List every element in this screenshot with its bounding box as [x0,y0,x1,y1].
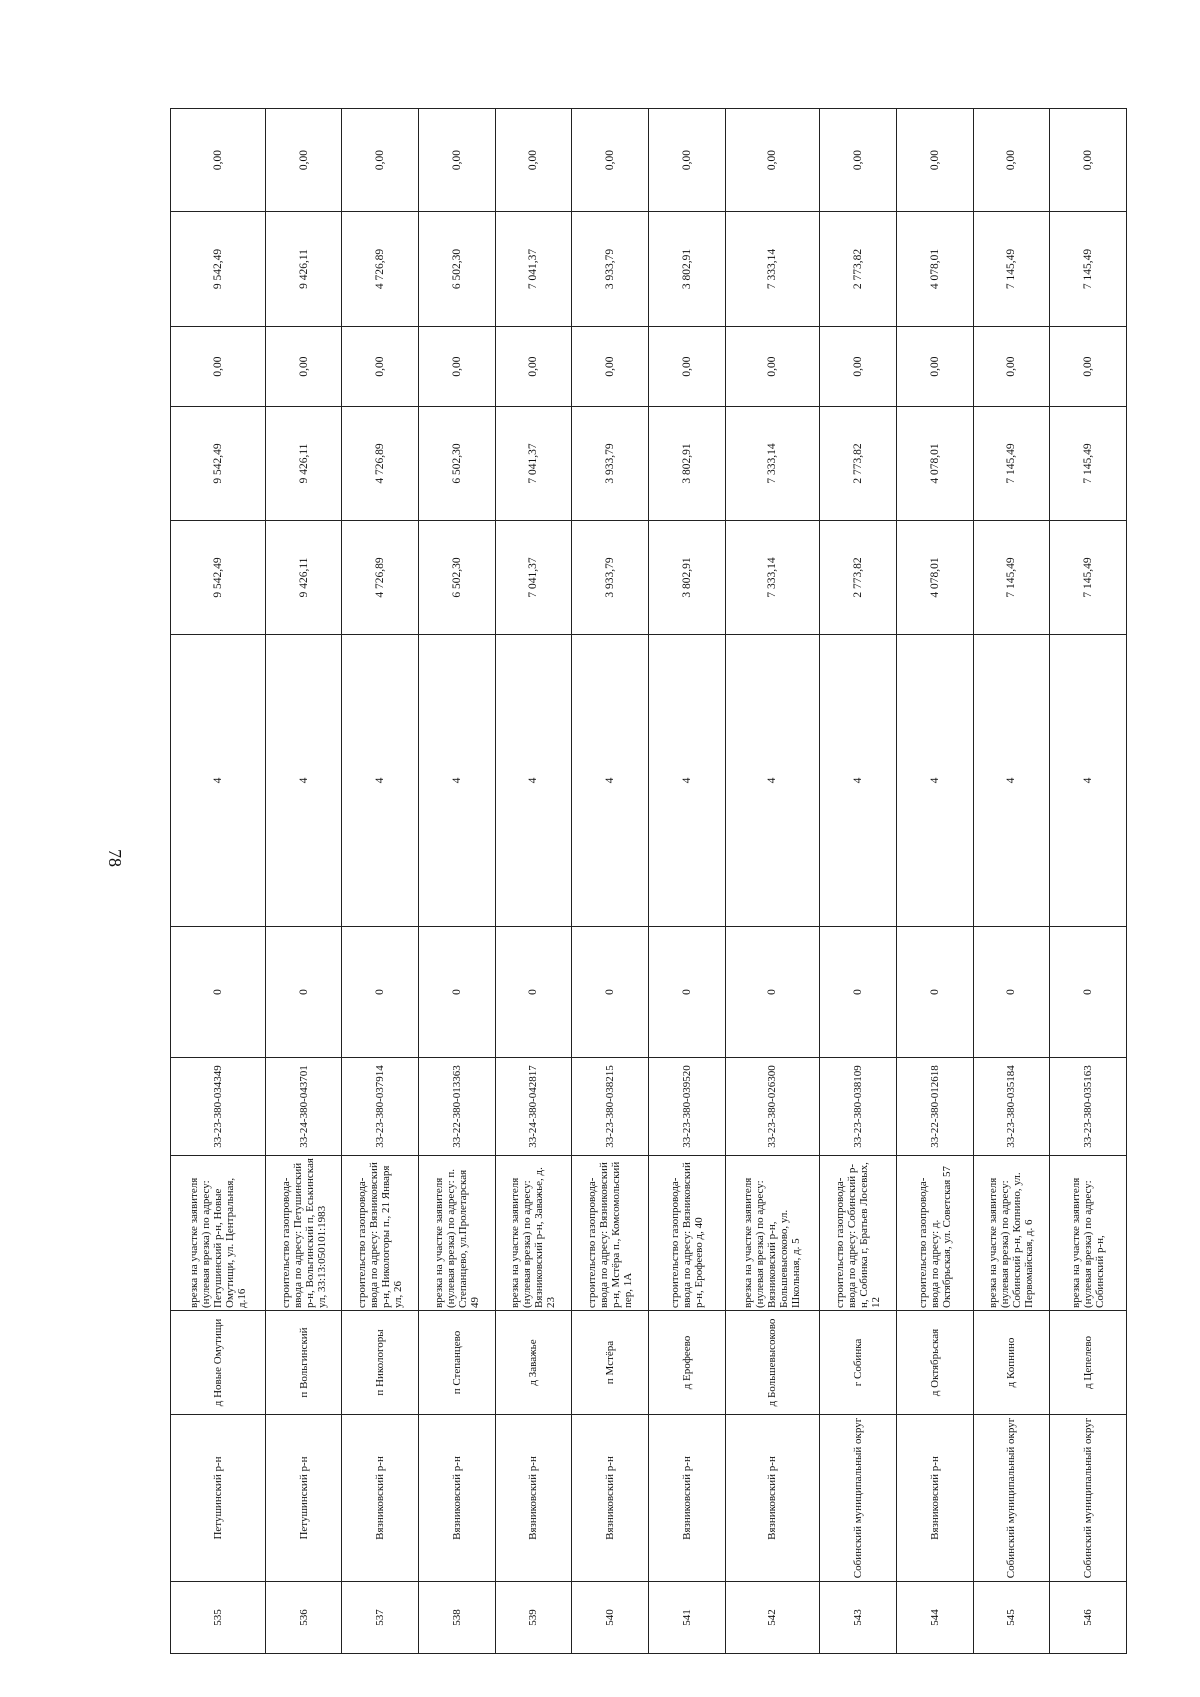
zero-amount-cell: 0,00 [973,327,1050,407]
category-cell: 4 [648,635,725,927]
work-description-cell: строительство газопровода-ввода по адресу: Вязниковский р-н, Ерофеево д, 40 [648,1156,725,1311]
registry-table-frame [170,111,1127,1654]
amount-repeat-cell: 2 773,82 [820,212,897,327]
settlement-cell: д Большевысоково [725,1311,820,1415]
amount-repeat-cell: 7 333,14 [725,212,820,327]
object-code-cell: 33-23-380-035163 [1050,1058,1127,1156]
object-code-cell: 33-23-380-026300 [725,1058,820,1156]
object-code-cell: 33-23-380-038109 [820,1058,897,1156]
amount-total-cell: 7 145,49 [973,521,1050,635]
row-number-cell: 535 [171,1582,266,1654]
work-description-cell: врезка на участке заявителя (нулевая врезка) по адресу: Собинский р-н, Копнино, ул. Первомайская, д. 6 [973,1156,1050,1311]
district-cell: Вязниковский р-н [572,1415,649,1582]
category-cell: 4 [419,635,496,927]
zero-amount-cell: 0,00 [820,327,897,407]
zero-value-cell: 0 [648,927,725,1058]
registry-table [170,108,1127,1654]
amount-repeat-cell: 4 078,01 [896,212,973,327]
work-description-cell: строительство газопровода-ввода по адресу: Вязниковский р-н, Мстёра п., Комсомольский пер, 1А [572,1156,649,1311]
amount-repeat-cell: 6 502,30 [419,212,496,327]
district-cell: Вязниковский р-н [419,1415,496,1582]
zero-amount-cell: 0,00 [896,327,973,407]
row-number-cell: 541 [648,1582,725,1654]
zero-amount-cell-2: 0,00 [725,109,820,212]
category-cell: 4 [973,635,1050,927]
zero-value-cell: 0 [896,927,973,1058]
district-cell: Вязниковский р-н [725,1415,820,1582]
zero-amount-cell: 0,00 [265,327,342,407]
zero-amount-cell: 0,00 [171,327,266,407]
amount-cell: 3 933,79 [572,407,649,521]
settlement-cell: п Вольгинский [265,1311,342,1415]
table-row [171,109,266,1654]
amount-repeat-cell: 3 802,91 [648,212,725,327]
amount-repeat-cell: 3 933,79 [572,212,649,327]
amount-total-cell: 9 542,49 [171,521,266,635]
page-number: 78 [105,849,125,867]
row-number-cell: 544 [896,1582,973,1654]
zero-amount-cell-2: 0,00 [973,109,1050,212]
row-number-cell: 545 [973,1582,1050,1654]
row-number-cell: 540 [572,1582,649,1654]
zero-amount-cell-2: 0,00 [1050,109,1127,212]
table-row [419,109,496,1654]
category-cell: 4 [342,635,419,927]
amount-total-cell: 3 802,91 [648,521,725,635]
zero-amount-cell-2: 0,00 [419,109,496,212]
district-cell: Вязниковский р-н [495,1415,572,1582]
work-description-cell: врезка на участке заявителя (нулевая врезка) по адресу: Вязниковский р-н, Заважье, д. 23 [495,1156,572,1311]
work-description-cell: строительство газопровода-ввода по адресу: Петушинский р-н, Вольгинский п, Еськинская ул, 33:13:050101:1983 [265,1156,342,1311]
work-description-cell: строительство газопровода-ввода по адресу: Вязниковский р-н, Никологоры п., 21 Января ул, 26 [342,1156,419,1311]
amount-repeat-cell: 7 145,49 [1050,212,1127,327]
settlement-cell: д Цепелево [1050,1311,1127,1415]
amount-total-cell: 7 145,49 [1050,521,1127,635]
amount-cell: 9 542,49 [171,407,266,521]
settlement-cell: д Копнино [973,1311,1050,1415]
table-row [495,109,572,1654]
amount-total-cell: 7 333,14 [725,521,820,635]
row-number-cell: 539 [495,1582,572,1654]
table-row [265,109,342,1654]
category-cell: 4 [725,635,820,927]
table-row [572,109,649,1654]
zero-value-cell: 0 [342,927,419,1058]
amount-total-cell: 4 726,89 [342,521,419,635]
zero-value-cell: 0 [973,927,1050,1058]
zero-value-cell: 0 [820,927,897,1058]
row-number-cell: 537 [342,1582,419,1654]
amount-cell: 4 726,89 [342,407,419,521]
district-cell: Вязниковский р-н [648,1415,725,1582]
category-cell: 4 [495,635,572,927]
zero-amount-cell: 0,00 [419,327,496,407]
row-number-cell: 542 [725,1582,820,1654]
district-cell: Петушинский р-н [265,1415,342,1582]
amount-repeat-cell: 7 041,37 [495,212,572,327]
amount-total-cell: 6 502,30 [419,521,496,635]
amount-total-cell: 7 041,37 [495,521,572,635]
table-row [342,109,419,1654]
work-description-cell: строительство газопровода-ввода по адресу: д. Октябрьская, ул. Советская 57 [896,1156,973,1311]
object-code-cell: 33-24-380-042817 [495,1058,572,1156]
amount-total-cell: 3 933,79 [572,521,649,635]
settlement-cell: г Собинка [820,1311,897,1415]
district-cell: Собинский муниципальный округ [973,1415,1050,1582]
zero-amount-cell-2: 0,00 [820,109,897,212]
zero-value-cell: 0 [572,927,649,1058]
zero-amount-cell: 0,00 [342,327,419,407]
row-number-cell: 543 [820,1582,897,1654]
amount-cell: 7 145,49 [1050,407,1127,521]
amount-cell: 7 333,14 [725,407,820,521]
object-code-cell: 33-23-380-035184 [973,1058,1050,1156]
zero-amount-cell: 0,00 [1050,327,1127,407]
object-code-cell: 33-23-380-034349 [171,1058,266,1156]
amount-total-cell: 2 773,82 [820,521,897,635]
zero-amount-cell-2: 0,00 [648,109,725,212]
table-row [1050,109,1127,1654]
object-code-cell: 33-23-380-038215 [572,1058,649,1156]
zero-amount-cell-2: 0,00 [572,109,649,212]
table-row [973,109,1050,1654]
table-row [725,109,820,1654]
amount-cell: 2 773,82 [820,407,897,521]
zero-amount-cell-2: 0,00 [342,109,419,212]
settlement-cell: п Никологоры [342,1311,419,1415]
zero-value-cell: 0 [1050,927,1127,1058]
amount-total-cell: 4 078,01 [896,521,973,635]
object-code-cell: 33-22-380-012618 [896,1058,973,1156]
settlement-cell: д Ерофеево [648,1311,725,1415]
amount-repeat-cell: 9 426,11 [265,212,342,327]
category-cell: 4 [896,635,973,927]
settlement-cell: п Мстёра [572,1311,649,1415]
amount-repeat-cell: 7 145,49 [973,212,1050,327]
table-row [820,109,897,1654]
zero-value-cell: 0 [171,927,266,1058]
amount-cell: 7 041,37 [495,407,572,521]
settlement-cell: д Октябрьская [896,1311,973,1415]
zero-amount-cell: 0,00 [725,327,820,407]
zero-value-cell: 0 [495,927,572,1058]
object-code-cell: 33-24-380-043701 [265,1058,342,1156]
rotated-table-wrapper [170,111,1127,1654]
amount-total-cell: 9 426,11 [265,521,342,635]
zero-amount-cell: 0,00 [648,327,725,407]
work-description-cell: врезка на участке заявителя (нулевая врезка) по адресу: Петушинский р-н, Новые Омутищи, ул. Центральная, д.16 [171,1156,266,1311]
object-code-cell: 33-23-380-037914 [342,1058,419,1156]
table-row [648,109,725,1654]
row-number-cell: 538 [419,1582,496,1654]
settlement-cell: п Степанцево [419,1311,496,1415]
category-cell: 4 [1050,635,1127,927]
amount-cell: 7 145,49 [973,407,1050,521]
settlement-cell: д Новые Омутищи [171,1311,266,1415]
amount-cell: 6 502,30 [419,407,496,521]
category-cell: 4 [820,635,897,927]
amount-repeat-cell: 4 726,89 [342,212,419,327]
zero-amount-cell-2: 0,00 [495,109,572,212]
settlement-cell: д Заважье [495,1311,572,1415]
category-cell: 4 [572,635,649,927]
zero-value-cell: 0 [265,927,342,1058]
object-code-cell: 33-22-380-013363 [419,1058,496,1156]
zero-value-cell: 0 [419,927,496,1058]
district-cell: Вязниковский р-н [896,1415,973,1582]
category-cell: 4 [171,635,266,927]
amount-cell: 3 802,91 [648,407,725,521]
row-number-cell: 546 [1050,1582,1127,1654]
district-cell: Петушинский р-н [171,1415,266,1582]
amount-cell: 9 426,11 [265,407,342,521]
work-description-cell: врезка на участке заявителя (нулевая врезка) по адресу: п. Степанцево, ул.Пролетарская 49 [419,1156,496,1311]
amount-repeat-cell: 9 542,49 [171,212,266,327]
amount-cell: 4 078,01 [896,407,973,521]
zero-amount-cell: 0,00 [572,327,649,407]
category-cell: 4 [265,635,342,927]
zero-value-cell: 0 [725,927,820,1058]
district-cell: Собинский муниципальный округ [820,1415,897,1582]
zero-amount-cell: 0,00 [495,327,572,407]
object-code-cell: 33-23-380-039520 [648,1058,725,1156]
zero-amount-cell-2: 0,00 [896,109,973,212]
zero-amount-cell-2: 0,00 [171,109,266,212]
work-description-cell: врезка на участке заявителя (нулевая врезка) по адресу: Вязниковский р-н, Большевысоково, ул. Школьная, д. 5 [725,1156,820,1311]
table-row [896,109,973,1654]
zero-amount-cell-2: 0,00 [265,109,342,212]
work-description-cell: врезка на участке заявителя (нулевая врезка) по адресу: Собинский р-н, [1050,1156,1127,1311]
row-number-cell: 536 [265,1582,342,1654]
district-cell: Собинский муниципальный округ [1050,1415,1127,1582]
district-cell: Вязниковский р-н [342,1415,419,1582]
work-description-cell: строительство газопровода-ввода по адресу: Собинский р-н, Собинка г, Братьев Лосевых, 12 [820,1156,897,1311]
